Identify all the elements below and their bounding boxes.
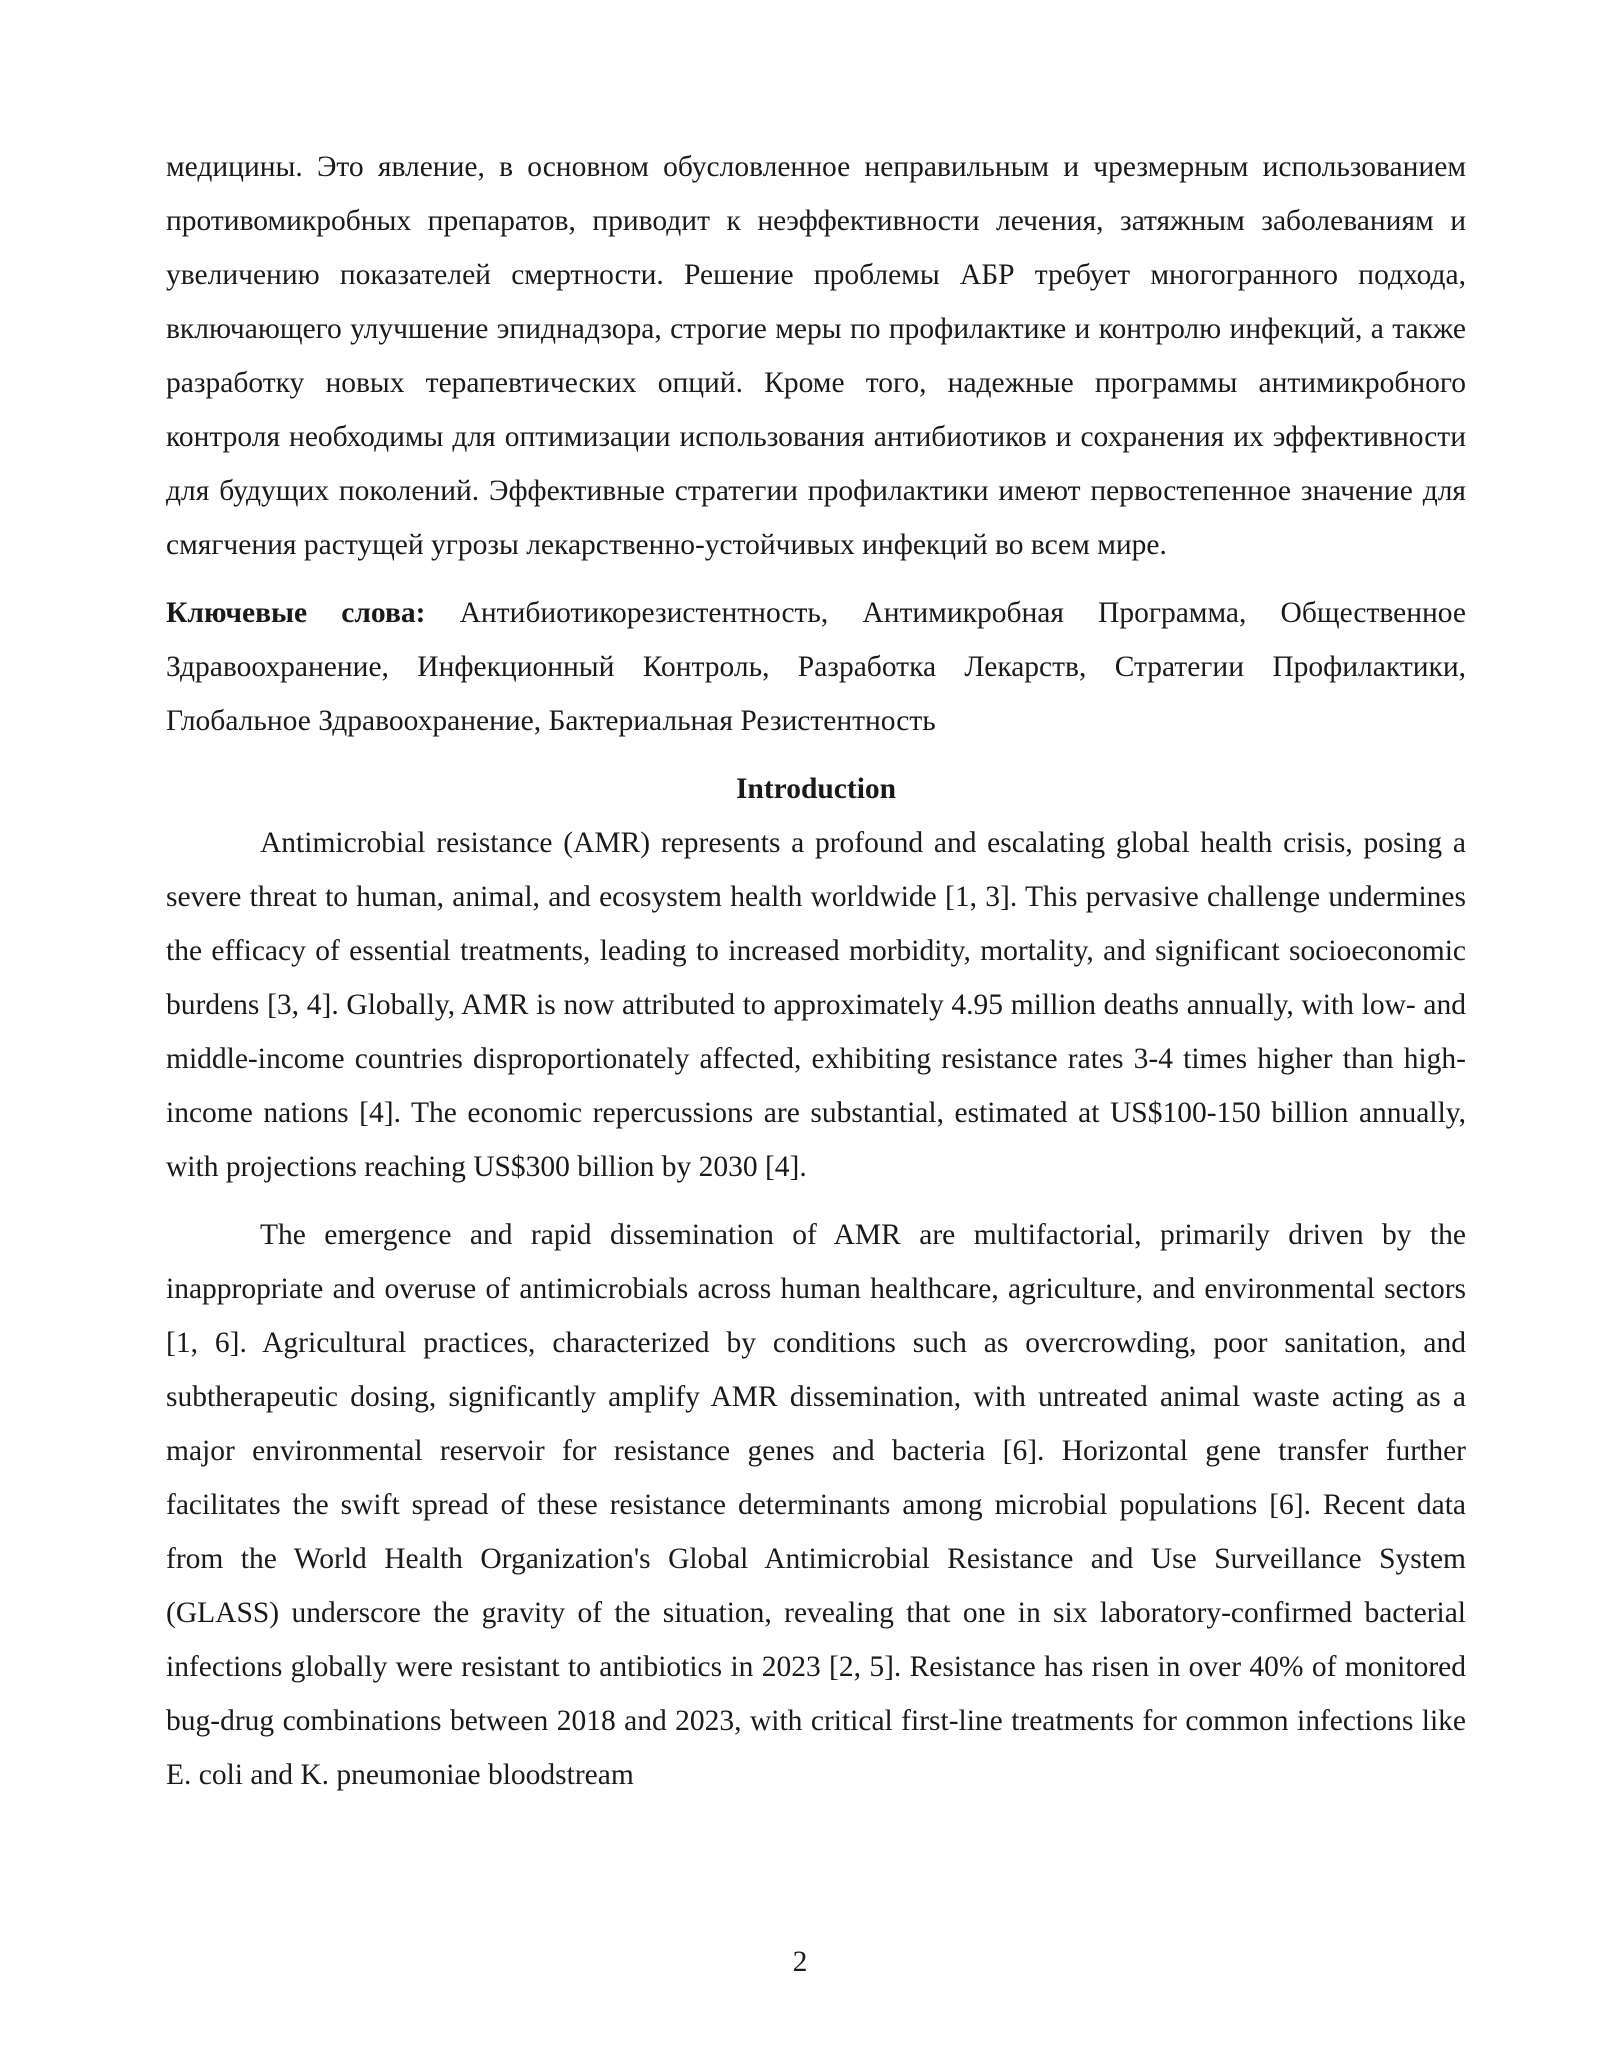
keywords-label: Ключевые слова: xyxy=(166,597,426,629)
keywords-paragraph xyxy=(166,586,1466,748)
section-heading-introduction: Introduction xyxy=(735,773,897,805)
keywords-text: Антибиотикорезистентность, Антимикробная Программа, Общественное Здравоохранение, Инфекционный Контроль, Разработка Лекарств, Стратегии Профилактики, Глобальное Здравоохранение, Бактериальная Резистентность xyxy=(166,597,1467,737)
intro-paragraph-1: Antimicrobial resistance (AMR) represents a profound and escalating global health crisis, posing a severe threat to human, animal, and ecosystem health worldwide [1, 3]. This pervasive challenge undermines the efficacy of essential treatments, leading to increased morbidity, mortality, and significant socioeconomic burdens [3, 4]. Globally, AMR is now attributed to approximately 4.95 million deaths annually, with low- and middle-income countries disproportionately affected, exhibiting resistance rates 3-4 times higher than high-income nations [4]. The economic repercussions are substantial, estimated at US$100-150 billion annually, with projections reaching US$300 billion by 2030 [4]. xyxy=(166,827,1466,1183)
page-number: 2 xyxy=(792,1946,808,1978)
abstract-ru-continuation: медицины. Это явление, в основном обусловленное неправильным и чрезмерным использованием противомикробных препаратов, приводит к неэффективности лечения, затяжным заболеваниям и увеличению показателей смертности. Решение проблемы АБР требует многогранного подхода, включающего улучшение эпиднадзора, строгие меры по профилактике и контролю инфекций, а также разработку новых терапевтических опций. Кроме того, надежные программы антимикробного контроля необходимы для оптимизации использования антибиотиков и сохранения их эффективности для будущих поколений. Эффективные стратегии профилактики имеют первостепенное значение для смягчения растущей угрозы лекарственно-устойчивых инфекций во всем мире. xyxy=(166,151,1466,561)
intro-paragraph-2: The emergence and rapid dissemination of AMR are multifactorial, primarily driven by the inappropriate and overuse of antimicrobials across human healthcare, agriculture, and environmental sectors [1, 6]. Agricultural practices, characterized by conditions such as overcrowding, poor sanitation, and subtherapeutic dosing, significantly amplify AMR dissemination, with untreated animal waste acting as a major environmental reservoir for resistance genes and bacteria [6]. Horizontal gene transfer further facilitates the swift spread of these resistance determinants among microbial populations [6]. Recent data from the World Health Organization's Global Antimicrobial Resistance and Use Surveillance System (GLASS) underscore the gravity of the situation, revealing that one in six laboratory-confirmed bacterial infections globally were resistant to antibiotics in 2023 [2, 5]. Resistance has risen in over 40% of monitored bug-drug combinations between 2018 and 2023, with critical first-line treatments for common infections like E. coli and K. pneumoniae bloodstream xyxy=(166,1219,1466,1791)
document-page xyxy=(166,140,1466,1802)
